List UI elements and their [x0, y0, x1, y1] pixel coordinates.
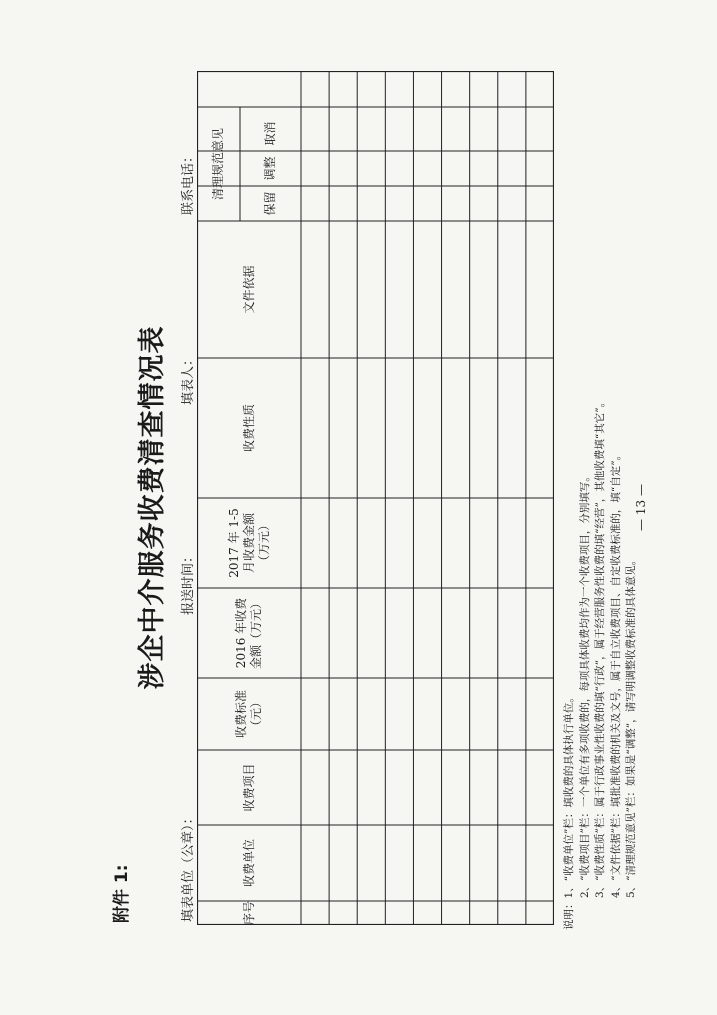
header-cancel: 取消 — [263, 121, 277, 146]
notes-block — [562, 397, 640, 930]
attachment-label: 附件 1: — [112, 864, 132, 923]
header-opinion: 清理规范意见 — [211, 128, 225, 201]
header-seq: 序号 — [241, 900, 256, 925]
header-basis: 文件依据 — [241, 265, 256, 314]
header-standard: 收费标准（元） — [234, 690, 263, 739]
note-item: 5、“清理规范意见”栏：如果是“调整”，请写明调整收费标准的具体意见。 — [625, 554, 637, 898]
meta-unit: 填表单位（公章）： — [181, 811, 196, 922]
note-item: 3、“收费性质”栏：属于行政事业性收费的填“行政”，属于经营服务性收费的填“经营”，其他收费填“其它”。 — [594, 396, 606, 898]
note-item: 2、“收费项目”栏：一个单位有多项收费的，每项具体收费均作为一个收费项目，分别填写。 — [578, 471, 591, 898]
header-amount-2016: 2016 年收费金额（万元） — [234, 597, 263, 670]
header-keep: 保留 — [263, 191, 277, 216]
header-item: 收费项目 — [241, 763, 256, 812]
meta-phone: 联系电话： — [181, 149, 196, 215]
survey-table — [197, 71, 554, 925]
meta-person: 填表人： — [181, 352, 196, 405]
header-adjust: 调整 — [263, 156, 277, 181]
note-item: 4、“文件依据”栏：填批准收费的机关及文号，属于自立收费项目、自定收费标准的，填“自定”。 — [609, 449, 622, 898]
header-nature: 收费性质 — [241, 404, 256, 453]
notes-lead: 说明： — [563, 898, 575, 930]
page-title: 涉企中介服务收费清查情况表 — [137, 325, 168, 690]
meta-time: 报送时间： — [181, 549, 196, 615]
page-number: — 13 — — [634, 484, 648, 531]
header-amount-2017: 2017 年 1-5 月收费金额（万元） — [226, 508, 271, 578]
header-unit: 收费单位 — [241, 839, 256, 888]
note-item: 1、“收费单位”栏：填收费的具体执行单位。 — [563, 692, 575, 899]
